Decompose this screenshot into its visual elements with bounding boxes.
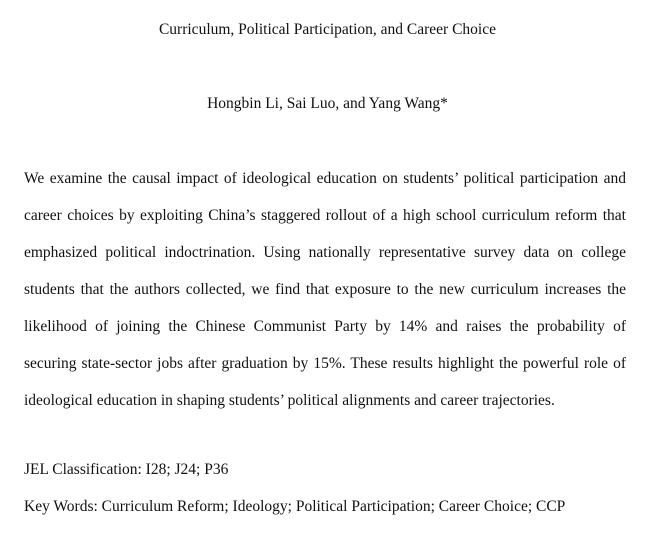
key-words: Key Words: Curriculum Reform; Ideology; Political Participation; Career Choice; CCP <box>24 498 566 515</box>
abstract-line-3: emphasized political indoctrination. Using nationally representative survey data on college <box>24 244 626 261</box>
author-list: Hongbin Li, Sai Luo, and Yang Wang* <box>207 95 448 112</box>
abstract <box>24 169 626 428</box>
abstract-line-7: ideological education in shaping students’ political alignments and career trajectories. <box>24 392 555 409</box>
abstract-line-4: students that the authors collected, we find that exposure to the new curriculum increases the <box>24 281 626 298</box>
abstract-line-1: We examine the causal impact of ideological education on students’ political participation and <box>24 170 626 187</box>
abstract-line-5: likelihood of joining the Chinese Communist Party by 14% and raises the probability of <box>24 318 626 335</box>
abstract-line-6: securing state-sector jobs after graduation by 15%. These results highlight the powerful role of <box>24 355 626 372</box>
abstract-line-2: career choices by exploiting China’s staggered rollout of a high school curriculum reform that <box>24 207 626 224</box>
paper-title: Curriculum, Political Participation, and Career Choice <box>158 21 497 38</box>
jel-classification: JEL Classification: I28; J24; P36 <box>24 461 229 478</box>
